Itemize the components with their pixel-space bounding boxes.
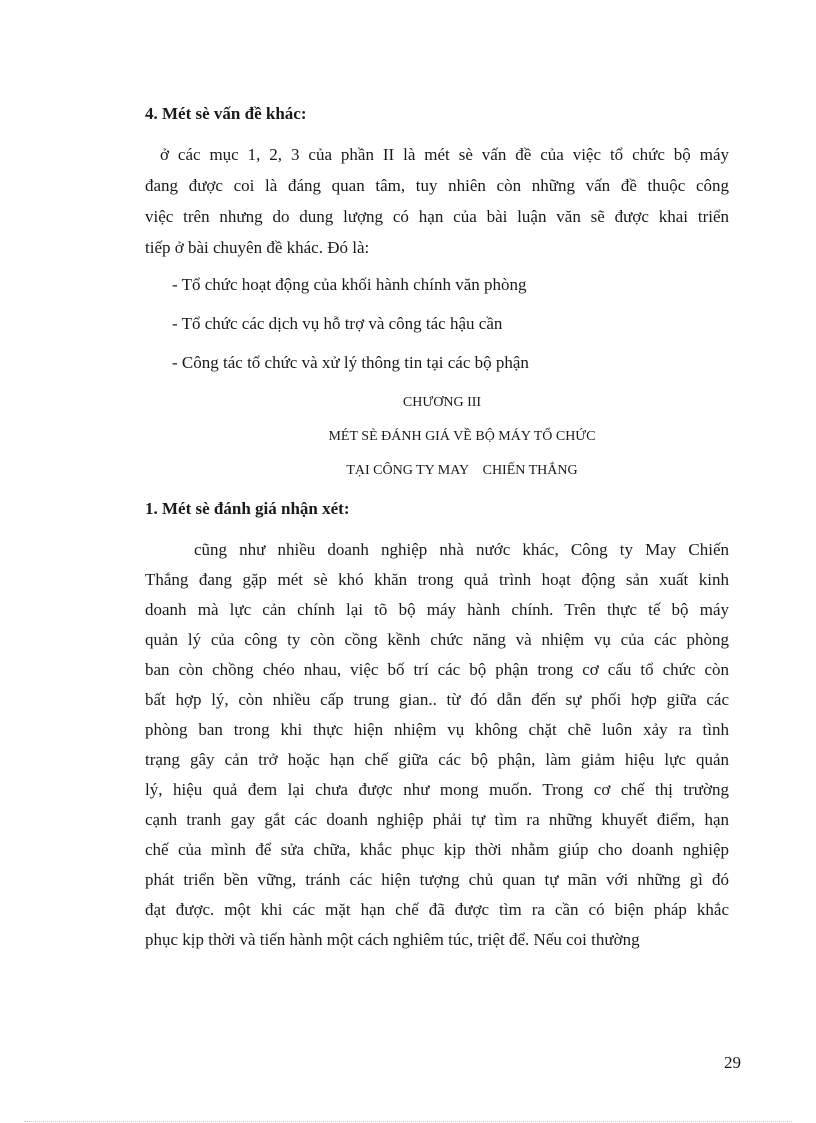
section-1-line-1: cũng như nhiều doanh nghiệp nhà nước khác, Công ty May Chiến	[194, 540, 729, 559]
chapter-label: CHƯƠNG III	[402, 395, 482, 410]
section-1-line-13: đạt được. một khi các mặt hạn chế đã được tìm ra cần có biện pháp khắc	[145, 900, 729, 919]
section-4-line-2: đang được coi là đáng quan tâm, tuy nhiên còn những vấn đề thuộc công	[145, 176, 729, 195]
section-4-line-3: việc trên nhưng do dung lượng có hạn của bài luận văn sẽ được khai triển	[145, 207, 729, 226]
section-1-line-8: trạng gây cản trở hoặc hạn chế giữa các bộ phận, làm giảm hiệu lực quản	[145, 750, 729, 769]
section-1-line-9: lý, hiệu quả đem lại chưa được như mong muốn. Trong cơ chế thị trường	[145, 780, 729, 799]
bullet-item-3: - Công tác tổ chức và xử lý thông tin tại các bộ phận	[172, 353, 529, 372]
section-1-line-6: bất hợp lý, còn nhiều cấp trung gian.. từ đó dẫn đến sự phối hợp giữa các	[145, 690, 729, 709]
section-1-line-2: Thắng đang gặp mét sè khó khăn trong quả trình hoạt động sản xuất kinh	[145, 570, 729, 589]
section-4-heading: 4. Mét sè vấn đề khác:	[145, 104, 307, 123]
section-1-heading: 1. Mét sè đánh giá nhận xét:	[145, 499, 350, 518]
section-1-line-5: ban còn chồng chéo nhau, việc bố trí các bộ phận trong cơ cấu tổ chức còn	[145, 660, 729, 679]
section-1-line-4: quản lý của công ty còn cồng kềnh chức năng và nhiệm vụ của các phòng	[145, 630, 729, 649]
section-1-line-3: doanh mà lực cản chính lại tõ bộ máy hành chính. Trên thực tế bộ máy	[145, 600, 729, 619]
page-bottom-divider	[24, 1121, 792, 1122]
section-1-line-7: phòng ban trong khi thực hiện nhiệm vụ không chặt chẽ luôn xảy ra tình	[145, 720, 729, 739]
section-1-line-11: chế của mình để sửa chữa, khắc phục kịp thời nhằm giúp cho doanh nghiệp	[145, 840, 729, 859]
section-4-line-4: tiếp ở bài chuyên đề khác. Đó là:	[145, 238, 370, 257]
bullet-item-1: - Tổ chức hoạt động của khối hành chính văn phòng	[172, 275, 527, 294]
bullet-item-2: - Tổ chức các dịch vụ hỗ trợ và công tác hậu cần	[172, 314, 503, 333]
section-1-line-12: phát triển bền vững, tránh các hiện tượng chủ quan tự mãn với những gì đó	[145, 870, 729, 889]
page-number: 29	[724, 1053, 741, 1072]
chapter-title-line-2: TẠI CÔNG TY MAY CHIẾN THẮNG	[346, 463, 578, 478]
section-1-line-10: cạnh tranh gay gắt các doanh nghiệp phải tự tìm ra những khuyết điểm, hạn	[145, 810, 729, 829]
chapter-title-line-1: MÉT SÈ ĐÁNH GIÁ VỀ BỘ MÁY TỔ CHỨC	[328, 429, 596, 444]
section-4-line-1: ở các mục 1, 2, 3 của phần II là mét sè vấn đề của việc tổ chức bộ máy	[160, 145, 729, 164]
section-1-line-14: phục kịp thời và tiến hành một cách nghiêm túc, triệt để. Nếu coi thường	[145, 930, 640, 949]
